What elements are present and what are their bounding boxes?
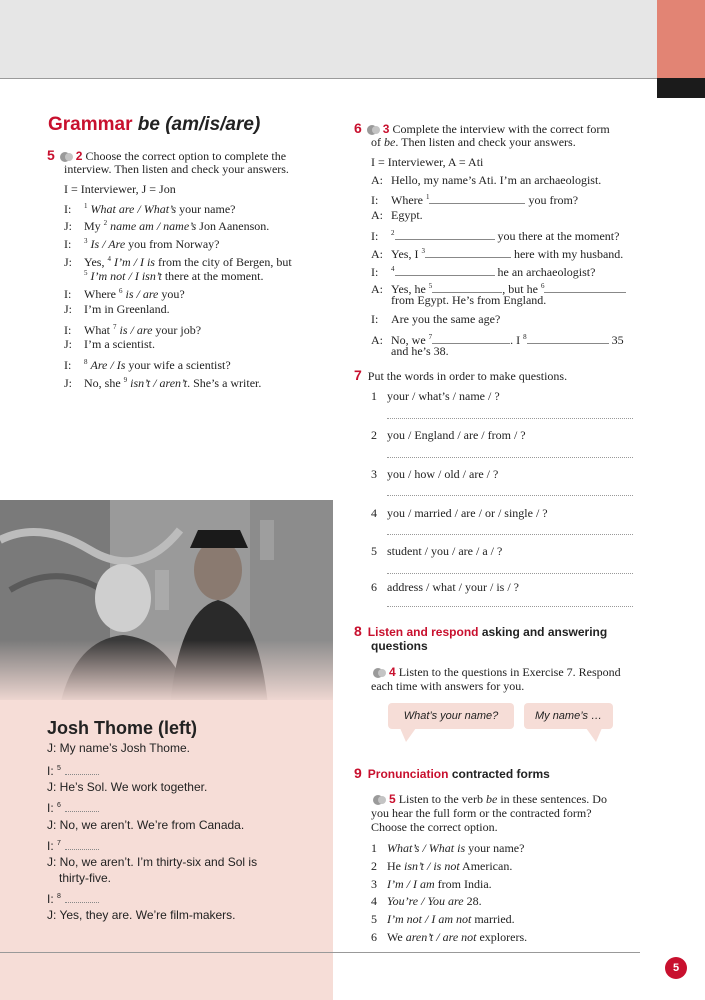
ex6-line-9b: and he’s 38. bbox=[391, 344, 449, 358]
ex7-item: 4 you / married / are / or / single / ? bbox=[371, 506, 548, 520]
ex6-line-7: A: Yes, he $^5$ , but he $^6$ bbox=[371, 279, 626, 297]
ex6-line-1: A: Hello, my name’s Ati. I’m an archaeologist. bbox=[371, 173, 602, 187]
header-divider bbox=[0, 78, 657, 79]
audio-cd-icon bbox=[373, 668, 387, 678]
exercise-9-instruction-3: Choose the correct option. bbox=[371, 820, 498, 834]
photo-josh-and-sol bbox=[0, 500, 333, 705]
grammar-heading: Grammar be (am/is/are) bbox=[48, 114, 261, 135]
choice-option[interactable]: You’re / You are bbox=[387, 894, 464, 908]
ex6-line-9: A: No, we $^7$ . I $^8$ 35 bbox=[371, 333, 624, 347]
ex9-item: 5 I’m not / I am not married. bbox=[371, 912, 515, 926]
answer-gap[interactable] bbox=[65, 764, 99, 775]
exercise-6-instruction: 6 3 Complete the interview with the correct form bbox=[354, 120, 610, 136]
ex7-item: 5 student / you / are / a / ? bbox=[371, 544, 503, 558]
ex5-dialogue-line: J: No, she $^9$ isn’t / aren’t. She’s a writer. bbox=[64, 376, 262, 390]
ex6-line-5: A: Yes, I $^3$ here with my husband. bbox=[371, 247, 624, 261]
audio-cd-icon bbox=[60, 152, 74, 162]
ex5-dialogue-line: J: I’m in Greenland. bbox=[64, 302, 170, 316]
profile-line: I: $^5$ bbox=[47, 761, 99, 779]
choice-option[interactable]: I’m / I is bbox=[113, 255, 155, 269]
profile-line: thirty-five. bbox=[59, 871, 112, 885]
exercise-8-instruction-2: each time with answers for you. bbox=[371, 679, 525, 693]
profile-line: J: My name’s Josh Thome. bbox=[47, 741, 190, 755]
exercise-6-instruction-2: of be. Then listen and check your answers. bbox=[371, 135, 576, 149]
profile-line: I: $^8$ bbox=[47, 889, 99, 907]
speech-bubble-answer: My name’s … bbox=[524, 703, 613, 729]
choice-option[interactable]: Are / Is bbox=[90, 358, 126, 372]
choice-option[interactable]: I’m not / I isn’t bbox=[90, 269, 162, 283]
ex5-dialogue-line: $^5$ I’m not / I isn’t there at the moment. bbox=[84, 269, 264, 283]
audio-cd-icon bbox=[367, 125, 381, 135]
exercise-5-instruction: 5 2 Choose the correct option to complete the bbox=[47, 147, 287, 163]
ex6-line-6: I: $^4$ he an archaeologist? bbox=[371, 265, 596, 279]
choice-option[interactable]: aren’t / are not bbox=[405, 930, 477, 944]
exercise-7-instruction: 7 Put the words in order to make questions. bbox=[354, 367, 568, 383]
speech-bubble-tail bbox=[400, 728, 416, 742]
ex7-item: 6 address / what / your / is / ? bbox=[371, 580, 519, 594]
ex5-dialogue-line: I: $^3$ Is / Are you from Norway? bbox=[64, 237, 220, 251]
ex6-line-4: I: $^2$ you there at the moment? bbox=[371, 229, 620, 243]
footer-divider bbox=[0, 952, 640, 953]
speech-bubble-question: What’s your name? bbox=[388, 703, 514, 729]
choice-option[interactable]: is / are bbox=[119, 323, 153, 337]
answer-line[interactable] bbox=[387, 418, 633, 419]
answer-line[interactable] bbox=[387, 534, 633, 535]
ex6-line-3: A: Egypt. bbox=[371, 208, 423, 222]
ex9-item: 2 He isn’t / is not American. bbox=[371, 859, 513, 873]
gap-6[interactable] bbox=[544, 282, 626, 293]
ex9-item: 6 We aren’t / are not explorers. bbox=[371, 930, 528, 944]
ex5-dialogue-line: I: $^8$ Are / Is your wife a scientist? bbox=[64, 358, 231, 372]
answer-gap[interactable] bbox=[65, 892, 99, 903]
exercise-6-key: I = Interviewer, A = Ati bbox=[371, 155, 484, 169]
profile-line: I: $^7$ bbox=[47, 836, 99, 854]
answer-line[interactable] bbox=[387, 457, 633, 458]
profile-line: J: No, we aren’t. I’m thirty-six and Sol is bbox=[47, 855, 258, 869]
exercise-8-heading: 8 Listen and respond asking and answering bbox=[354, 623, 608, 639]
ex5-dialogue-line: I: $^1$ What are / What’s your name? bbox=[64, 202, 236, 216]
choice-option[interactable]: isn’t / aren’t bbox=[130, 376, 188, 390]
ex5-dialogue-line: J: Yes, $^4$ I’m / I is from the city of Bergen, but bbox=[64, 255, 292, 269]
choice-option[interactable]: What are / What’s bbox=[90, 202, 177, 216]
gap-7[interactable] bbox=[432, 333, 510, 344]
ex6-line-2: I: Where $^1$ you from? bbox=[371, 193, 579, 207]
exercise-9-heading: 9 Pronunciation contracted forms bbox=[354, 765, 550, 781]
choice-option[interactable]: I’m / I am bbox=[387, 877, 435, 891]
choice-option[interactable]: name am / name’s bbox=[110, 219, 197, 233]
answer-line[interactable] bbox=[387, 573, 633, 574]
speech-bubble-tail bbox=[586, 728, 602, 742]
exercise-8-heading-2: questions bbox=[371, 639, 428, 653]
exercise-9-instruction-2: you hear the full form or the contracted form? bbox=[371, 806, 592, 820]
answer-gap[interactable] bbox=[65, 839, 99, 850]
profile-line: J: Yes, they are. We’re film-makers. bbox=[47, 908, 236, 922]
answer-line[interactable] bbox=[387, 495, 633, 496]
gap-3[interactable] bbox=[425, 247, 511, 258]
ex5-dialogue-line: I: Where $^6$ is / are you? bbox=[64, 287, 185, 301]
ex5-dialogue-line: J: I’m a scientist. bbox=[64, 337, 155, 351]
choice-option[interactable]: What’s / What is bbox=[387, 841, 466, 855]
profile-line: J: He’s Sol. We work together. bbox=[47, 780, 208, 794]
profile-line: I: $^6$ bbox=[47, 798, 99, 816]
choice-option[interactable]: Is / Are bbox=[90, 237, 126, 251]
exercise-9-instruction: 5 Listen to the verb be in these sentences. Do bbox=[371, 792, 607, 807]
exercise-5-instruction-2: interview. Then listen and check your answers. bbox=[64, 162, 289, 176]
ex9-item: 1 What’s / What is your name? bbox=[371, 841, 525, 855]
ex5-dialogue-line: J: My $^2$ name am / name’s Jon Aanenson. bbox=[64, 219, 270, 233]
ex6-line-8: I: Are you the same age? bbox=[371, 312, 501, 326]
ex9-item: 4 You’re / You are 28. bbox=[371, 894, 482, 908]
choice-option[interactable]: isn’t / is not bbox=[404, 859, 460, 873]
ex7-item: 1 your / what’s / name / ? bbox=[371, 389, 500, 403]
ex9-item: 3 I’m / I am from India. bbox=[371, 877, 492, 891]
ex7-item: 2 you / England / are / from / ? bbox=[371, 428, 526, 442]
ex5-dialogue-line: I: What $^7$ is / are your job? bbox=[64, 323, 202, 337]
chapter-tab bbox=[657, 0, 705, 78]
page-number: 5 bbox=[665, 957, 687, 979]
ex7-item: 3 you / how / old / are / ? bbox=[371, 467, 499, 481]
header-band bbox=[0, 0, 657, 78]
exercise-8-instruction: 4 Listen to the questions in Exercise 7. Respond bbox=[371, 665, 621, 680]
exercise-5-key: I = Interviewer, J = Jon bbox=[64, 182, 176, 196]
answer-line[interactable] bbox=[387, 606, 633, 607]
profile-line: J: No, we aren’t. We’re from Canada. bbox=[47, 818, 245, 832]
gap-2[interactable] bbox=[395, 229, 495, 240]
choice-option[interactable]: I’m not / I am not bbox=[387, 912, 472, 926]
chapter-tab-marker bbox=[657, 78, 705, 98]
gap-5[interactable] bbox=[432, 282, 502, 293]
profile-title: Josh Thome (left) bbox=[47, 718, 198, 738]
gap-4[interactable] bbox=[395, 265, 495, 276]
gap-1[interactable] bbox=[429, 193, 525, 204]
audio-cd-icon bbox=[373, 795, 387, 805]
gap-8[interactable] bbox=[527, 333, 609, 344]
answer-gap[interactable] bbox=[65, 801, 99, 812]
ex6-line-7b: from Egypt. He’s from England. bbox=[391, 293, 547, 307]
choice-option[interactable]: is / are bbox=[125, 287, 159, 301]
